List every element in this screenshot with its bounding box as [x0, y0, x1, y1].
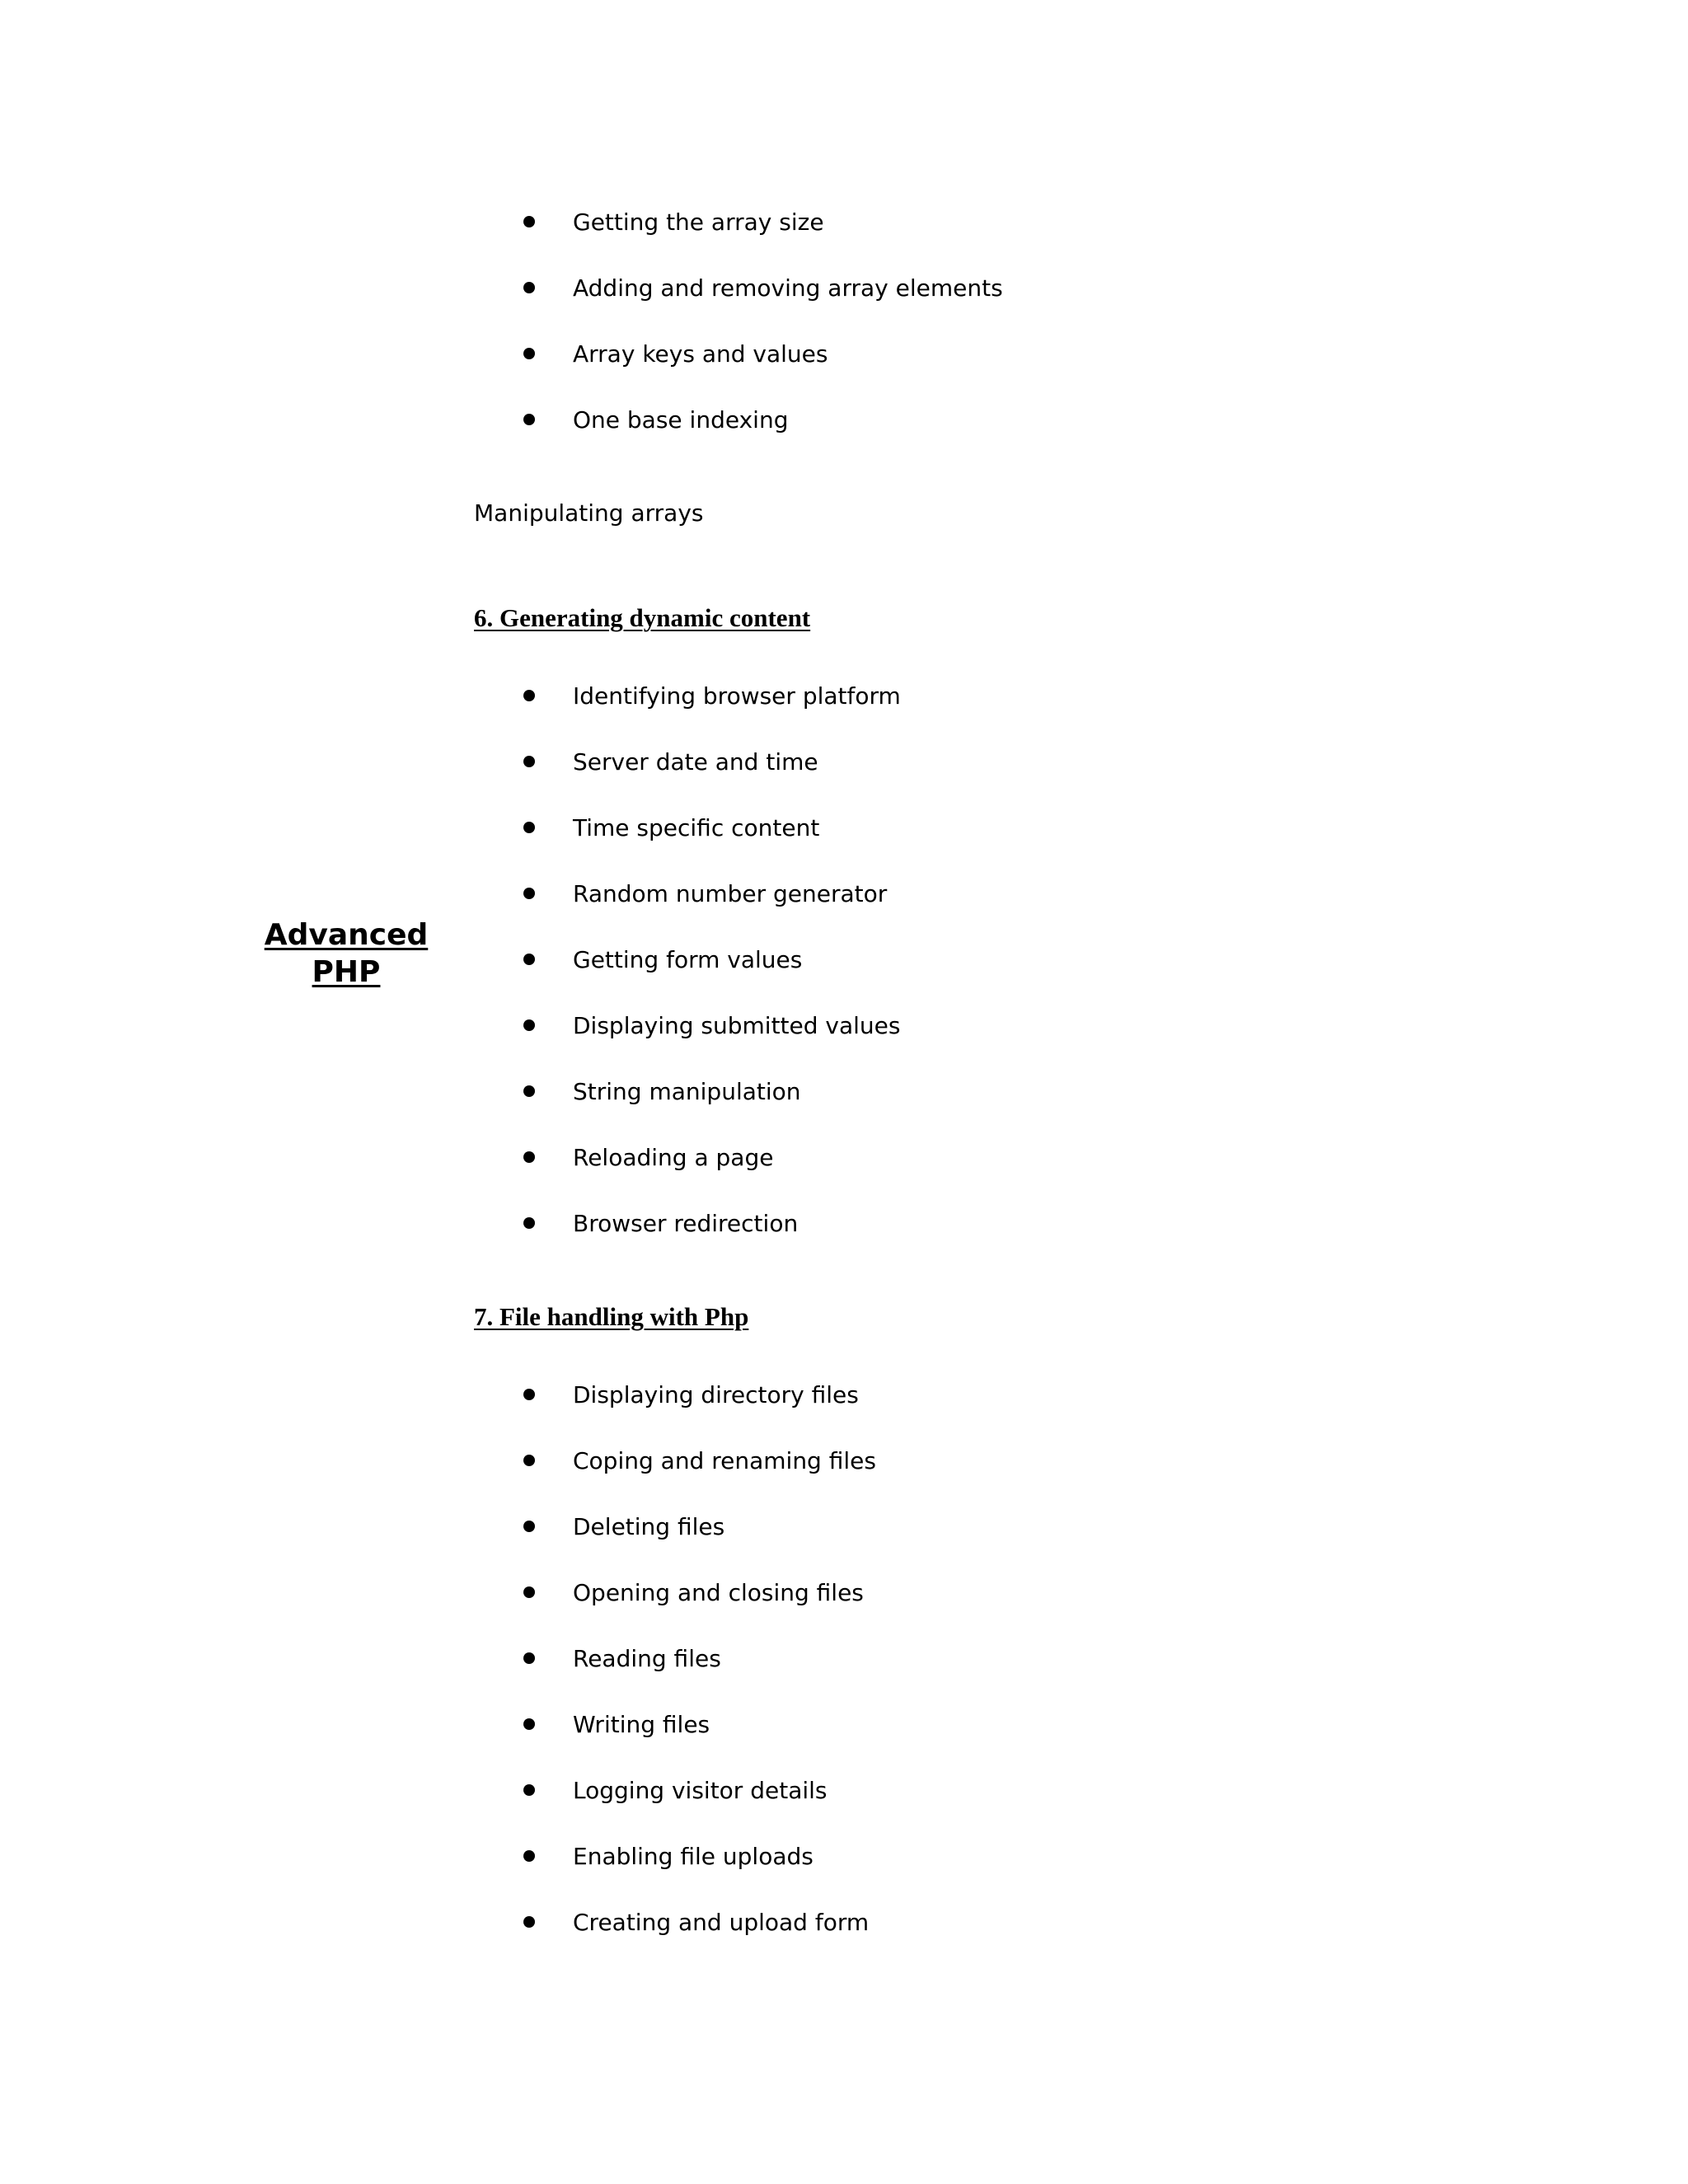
- list-item-label: Enabling file uploads: [573, 1843, 814, 1870]
- list-item-label: Random number generator: [573, 880, 888, 907]
- list-item-label: Browser redirection: [573, 1210, 799, 1237]
- list-item-label: Displaying directory files: [573, 1381, 859, 1408]
- list-item-label: Coping and renaming files: [573, 1447, 876, 1474]
- list-item: [474, 190, 1003, 255]
- list-item: [474, 1890, 876, 1956]
- bullet-icon: [523, 1455, 535, 1466]
- section-6-topic-list: [474, 663, 901, 1257]
- section-6-heading: 6. Generating dynamic content: [474, 603, 811, 632]
- list-item: [474, 1494, 876, 1560]
- section-7-heading: 7. File handling with Php: [474, 1302, 749, 1331]
- list-item: [474, 861, 901, 927]
- list-item-label: Getting form values: [573, 946, 803, 973]
- side-title: [239, 916, 453, 991]
- list-item: [474, 387, 1003, 453]
- bullet-icon: [523, 954, 535, 965]
- list-item-label: Adding and removing array elements: [573, 274, 1003, 302]
- list-item-label: Reading files: [573, 1645, 721, 1672]
- list-item-label: Reloading a page: [573, 1144, 774, 1171]
- list-item-label: Server date and time: [573, 748, 818, 776]
- bullet-icon: [523, 1085, 535, 1097]
- bullet-icon: [523, 1586, 535, 1598]
- list-item: [474, 729, 901, 795]
- bullet-icon: [523, 1389, 535, 1400]
- list-item: [474, 1191, 901, 1257]
- list-item: [474, 1125, 901, 1191]
- bullet-icon: [523, 216, 535, 227]
- list-item: [474, 1428, 876, 1494]
- list-item-label: Opening and closing files: [573, 1579, 864, 1606]
- bullet-icon: [523, 1019, 535, 1031]
- list-item-label: Time specific content: [573, 814, 820, 841]
- list-item-label: Array keys and values: [573, 340, 828, 368]
- list-item-label: Deleting files: [573, 1513, 725, 1540]
- bullet-icon: [523, 1916, 535, 1928]
- bullet-icon: [523, 414, 535, 425]
- bullet-icon: [523, 756, 535, 767]
- bullet-icon: [523, 1521, 535, 1532]
- side-title-line-1: Advanced: [264, 918, 429, 952]
- bullet-icon: [523, 822, 535, 833]
- list-item: [474, 321, 1003, 387]
- list-item: [474, 663, 901, 729]
- list-item-label: Writing files: [573, 1711, 710, 1738]
- bullet-icon: [523, 690, 535, 701]
- bullet-icon: [523, 888, 535, 899]
- bullet-icon: [523, 1652, 535, 1664]
- manipulating-arrays-text: Manipulating arrays: [474, 499, 704, 527]
- list-item-label: Creating and upload form: [573, 1909, 870, 1936]
- list-item-label: Getting the array size: [573, 209, 824, 236]
- list-item-label: Identifying browser platform: [573, 682, 901, 710]
- bullet-icon: [523, 1217, 535, 1229]
- list-item: [474, 1758, 876, 1824]
- list-item: [474, 993, 901, 1059]
- side-title-line-2: PHP: [312, 955, 381, 989]
- list-item-label: One base indexing: [573, 406, 789, 434]
- bullet-icon: [523, 1784, 535, 1796]
- list-item: [474, 927, 901, 993]
- list-item: [474, 255, 1003, 321]
- list-item: [474, 1824, 876, 1890]
- arrays-topic-list: [474, 190, 1003, 453]
- bullet-icon: [523, 348, 535, 359]
- bullet-icon: [523, 1151, 535, 1163]
- list-item: [474, 1692, 876, 1758]
- list-item: [474, 1560, 876, 1626]
- list-item-label: Displaying submitted values: [573, 1012, 901, 1039]
- list-item: [474, 1362, 876, 1428]
- section-7-topic-list: [474, 1362, 876, 1956]
- bullet-icon: [523, 1718, 535, 1730]
- list-item-label: String manipulation: [573, 1078, 801, 1105]
- bullet-icon: [523, 1850, 535, 1862]
- bullet-icon: [523, 282, 535, 293]
- list-item-label: Logging visitor details: [573, 1777, 828, 1804]
- list-item: [474, 1059, 901, 1125]
- list-item: [474, 1626, 876, 1692]
- list-item: [474, 795, 901, 861]
